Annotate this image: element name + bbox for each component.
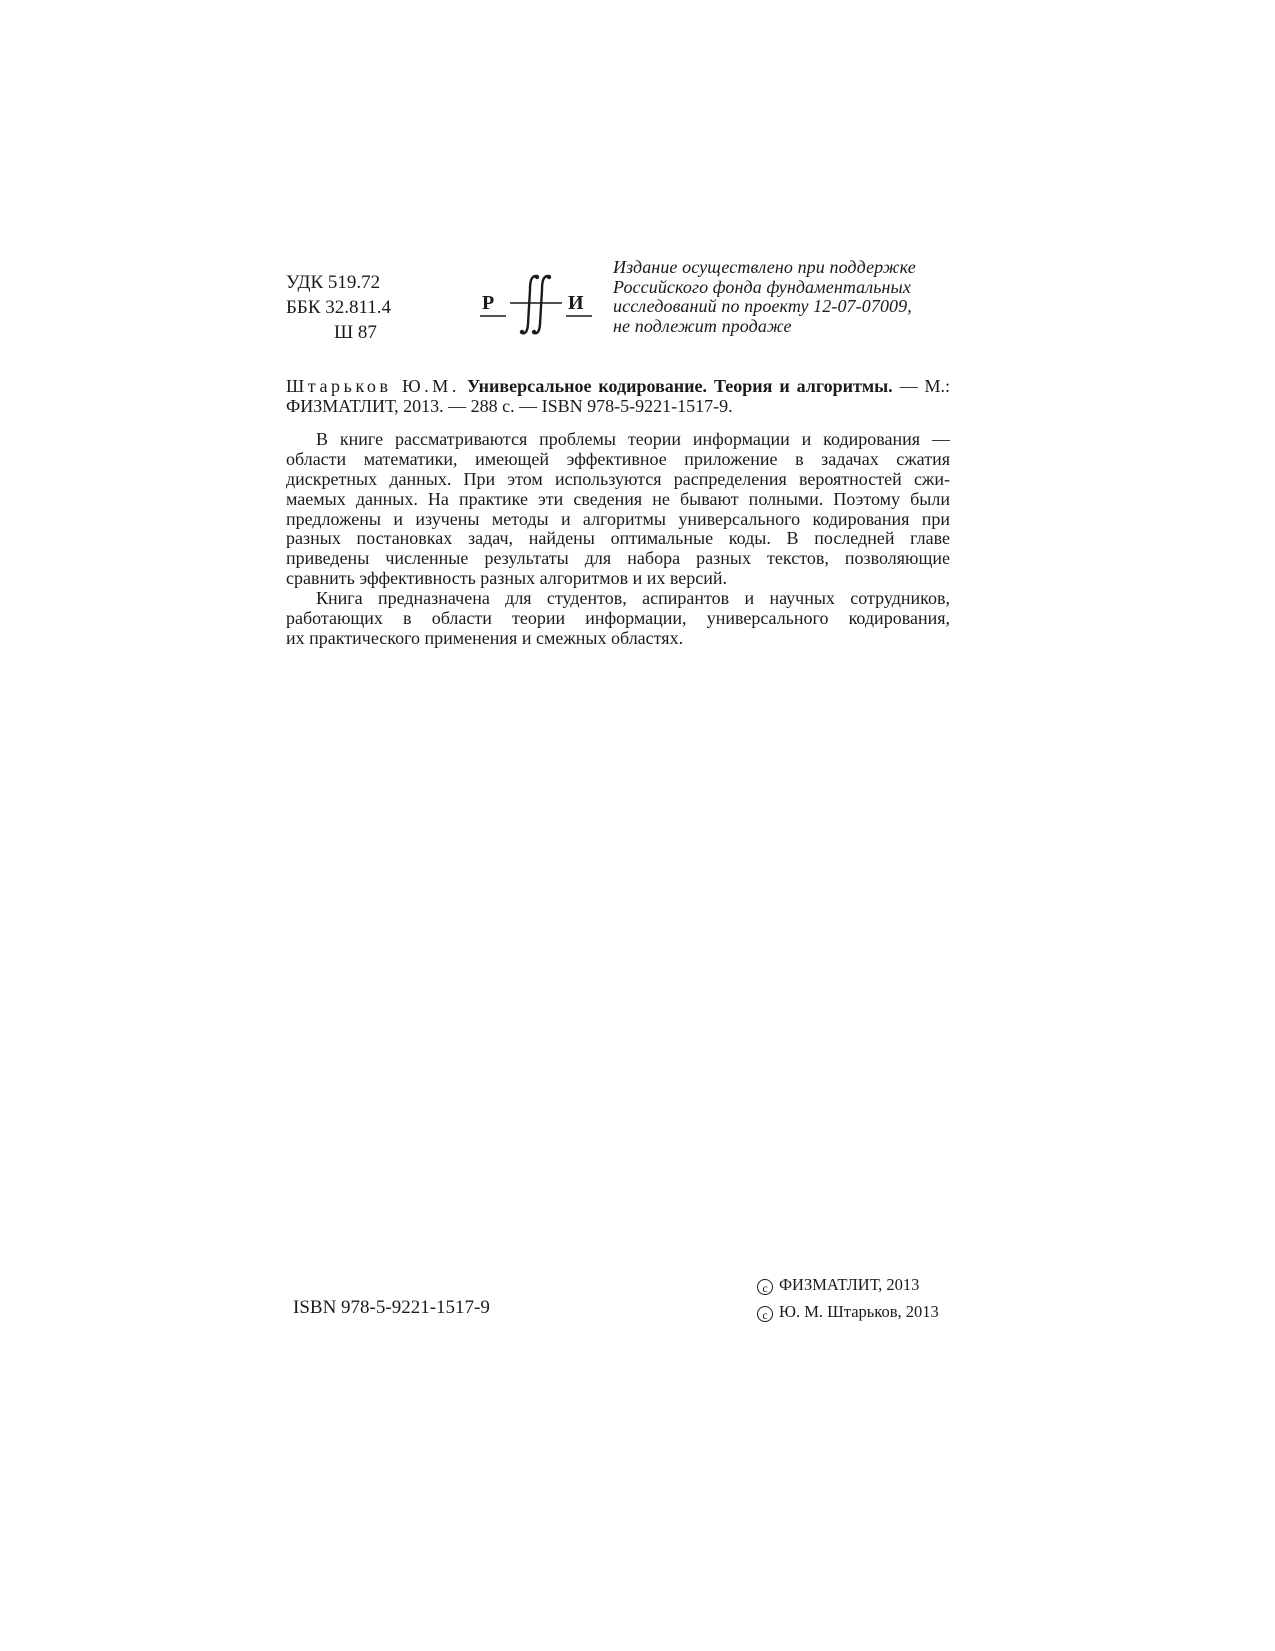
abstract-line: области математики, имеющей эффективное приложение в задачах сжатия: [286, 448, 950, 469]
author-name: Штарьков Ю.М.: [286, 376, 461, 396]
author-mark: Ш 87: [334, 322, 377, 343]
bibliographic-entry: [286, 376, 950, 416]
udk-code: УДК 519.72: [286, 272, 381, 293]
abstract-line: В книге рассматриваются проблемы теории информации и кодирования —: [316, 429, 950, 449]
copyright-block: [757, 1271, 939, 1325]
copyright-line: [757, 1271, 939, 1298]
abstract-line: их практического применения и смежных областях.: [286, 627, 684, 648]
logo-letter-left: Р: [482, 292, 495, 314]
support-line: Издание осуществлено при поддержке: [613, 257, 916, 277]
abstract-line: Книга предназначена для студентов, аспирантов и научных сотрудников,: [316, 588, 950, 609]
support-line: не подлежит продаже: [613, 315, 792, 336]
abstract-line: маемых данных. На практике эти сведения не бывают полными. Поэтому были: [286, 488, 950, 509]
copyright-holder: ФИЗМАТЛИТ, 2013: [779, 1275, 920, 1294]
abstract-line: работающих в области теории информации, универсального кодирования,: [286, 608, 950, 629]
copyright-icon: c: [757, 1279, 773, 1295]
abstract-line: дискретных данных. При этом используются распределения вероятностей сжи-: [286, 468, 950, 489]
abstract-line: предложены и изучены методы и алгоритмы универсального кодирования при: [286, 508, 950, 529]
abstract-line: разных постановках задач, найдены оптимальные коды. В последней главе: [286, 528, 950, 549]
copyright-icon: c: [757, 1306, 773, 1322]
classification-codes: [286, 270, 391, 345]
support-line: исследований по проекту 12-07-07009,: [613, 296, 912, 316]
abstract-line: приведены численные результаты для набора разных текстов, позволяющие: [286, 548, 950, 569]
support-line: Российского фонда фундаментальных: [613, 276, 911, 297]
abstract-line: сравнить эффективность разных алгоритмов и их версий.: [286, 568, 727, 589]
isbn: ISBN 978-5-9221-1517-9: [293, 1297, 490, 1318]
copyright-holder: Ю. М. Штарьков, 2013: [779, 1302, 939, 1321]
book-title: Универсальное кодирование. Теория и алгоритмы.: [466, 376, 893, 396]
rffi-logo: [480, 272, 602, 338]
bbk-code: ББК 32.811.4: [286, 297, 392, 318]
abstract: [286, 430, 950, 649]
logo-letter-right: И: [568, 292, 584, 314]
imprint: — М.: ФИЗМАТЛИТ, 2013. — 288 с. — ISBN 978-5-9221-1517-9.: [286, 376, 951, 416]
support-note: [613, 258, 953, 336]
copyright-line: [757, 1298, 939, 1325]
